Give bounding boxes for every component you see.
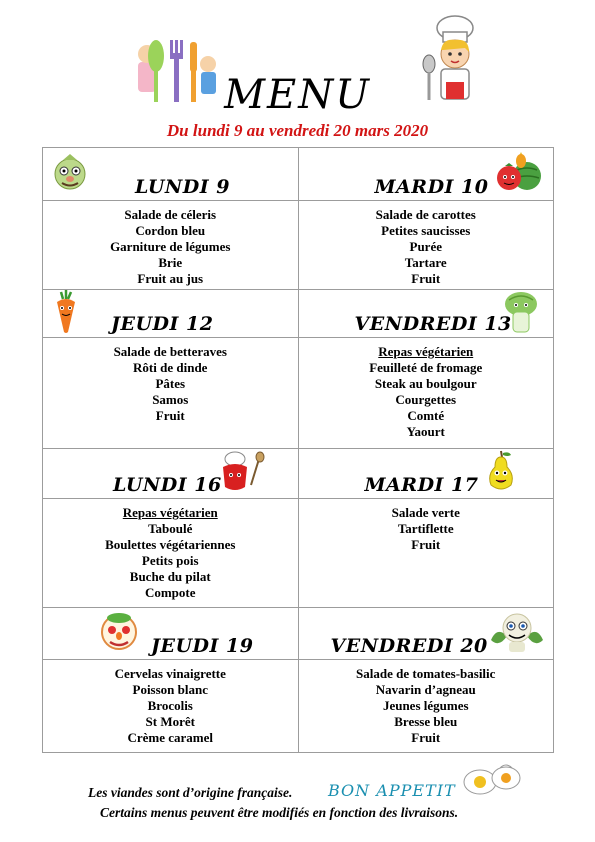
menu-item: Brocolis [147,698,193,713]
menu-items-cell [298,660,554,753]
menu-item: Petites saucisses [381,223,471,238]
menu-item: Poisson blanc [132,682,208,697]
day-label-jeudi-12: JEUDI 12 [111,313,214,335]
menu-item: Boulettes végétariennes [105,537,236,552]
menu-item: Cervelas vinaigrette [114,666,226,681]
pepper-chef-icon [215,449,265,493]
menu-item: St Morêt [145,714,195,729]
meat-origin-note: Les viandes sont d’origine française. [88,785,293,800]
menu-item: Salade verte [391,505,460,520]
menu-item: Yaourt [406,424,445,439]
day-header-cell [43,290,299,338]
day-header-cell [43,148,299,201]
menu-item: Comté [407,408,445,423]
menu-items-cell [43,201,299,290]
menu-item: Buche du pilat [129,569,211,584]
menu-item: Tartiflette [397,521,454,536]
vegetable-face-icon [97,610,141,652]
egg-face-icon [460,764,522,798]
pear-face-icon [485,449,517,493]
menu-item: Pâtes [155,376,186,391]
menu-item: Navarin d’agneau [375,682,476,697]
menu-items-cell [298,499,554,608]
day-header-cell [298,290,554,338]
day-label-lundi-16: LUNDI 16 [113,474,222,496]
cabbage-face-icon [503,290,539,334]
menu-item: Steak au boulgour [374,376,477,391]
menu-item: Crème caramel [127,730,214,745]
menu-items-cell [43,499,299,608]
menu-items-cell [43,660,299,753]
vegetarian-note: Repas végétarien [122,505,218,520]
bon-appetit-text: BON APPETIT [328,781,456,800]
menu-items-cell [298,201,554,290]
menu-item: Salade de betteraves [113,344,227,359]
menu-item: Bresse bleu [394,714,458,729]
menu-item: Salade de carottes [375,207,476,222]
page-title: MENU [224,72,371,118]
vegetarian-note: Repas végétarien [378,344,474,359]
day-header-cell [298,449,554,499]
menu-item: Fruit [155,408,185,423]
menu-item: Courgettes [395,392,457,407]
menu-item: Salade de céleris [124,207,217,222]
day-header-cell [43,449,299,499]
menu-table [42,147,554,753]
day-label-vendredi-13: VENDREDI 13 [354,313,512,335]
menu-item: Fruit [411,537,441,552]
menu-item: Tartare [404,255,447,270]
menu-item: Taboulé [148,521,193,536]
menu-item: Petits pois [141,553,199,568]
menu-item: Fruit [411,730,441,745]
menu-item: Garniture de légumes [110,239,231,254]
day-header-cell [298,608,554,660]
menu-item: Fruit au jus [137,271,204,286]
cauliflower-face-icon [489,610,545,654]
menu-item: Salade de tomates-basilic [356,666,496,681]
day-label-lundi-9: LUNDI 9 [135,176,230,198]
menu-items-cell [298,338,554,449]
menu-item: Purée [409,239,442,254]
menu-item: Jeunes légumes [382,698,469,713]
menu-item: Rôti de dinde [133,360,208,375]
date-range-subtitle: Du lundi 9 au vendredi 20 mars 2020 [166,121,429,140]
day-header-cell [43,608,299,660]
menu-item: Brie [158,255,183,270]
day-label-vendredi-20: VENDREDI 20 [330,635,488,657]
menu-item: Fruit [411,271,441,286]
menu-changes-note: Certains menus peuvent être modifiés en fonction des livraisons. [100,805,459,820]
menu-item: Feuilleté de fromage [369,360,483,375]
fruits-face-icon [495,152,543,194]
menu-item: Samos [152,392,189,407]
day-header-cell [298,148,554,201]
day-label-jeudi-19: JEUDI 19 [151,635,254,657]
day-label-mardi-17: MARDI 17 [364,474,479,496]
carrot-icon [53,290,79,334]
garlic-face-icon [53,152,87,190]
menu-items-cell [43,338,299,449]
day-label-mardi-10: MARDI 10 [374,176,489,198]
menu-item: Compote [144,585,196,600]
menu-item: Cordon bleu [135,223,206,238]
